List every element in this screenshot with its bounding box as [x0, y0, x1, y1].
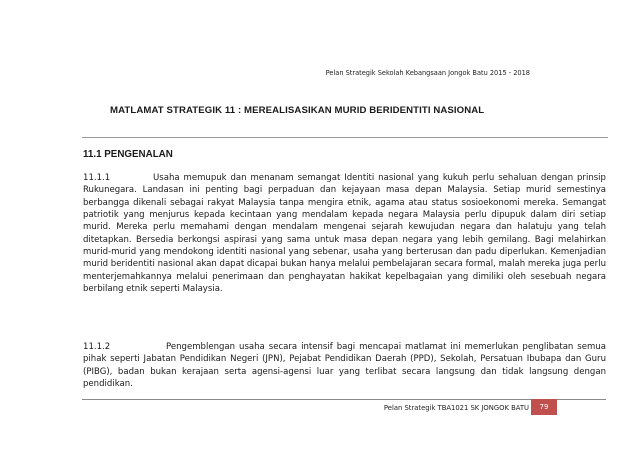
page-title: MATLAMAT STRATEGIK 11 : MEREALISASIKAN MURID BERIDENTITI NASIONAL [110, 105, 485, 116]
footer-divider [82, 399, 606, 400]
paragraph-11-1-2 [83, 341, 606, 390]
section-heading: 11.1 PENGENALAN [83, 149, 173, 160]
paragraph-11-1-1 [83, 172, 606, 295]
paragraph-text: Pengemblengan usaha secara intensif bagi mencapai matlamat ini memerlukan penglibatan semua pihak seperti Jabatan Pendidikan Negeri (JPN), Pejabat Pendidikan Daerah (PPD), Sekolah, Persatuan Ibubapa dan Guru (PIBG), badan bukan kerajaan serta agensi-agensi luar yang terlibat secara langsung dan tidak langsung dengan pendidikan. [83, 342, 606, 390]
footer-text: Pelan Strategik TBA1021 SK JONGOK BATU [383, 404, 529, 412]
paragraph-text: Usaha memupuk dan menanam semangat Identiti nasional yang kukuh perlu sehaluan dengan prinsip Rukunegara. Landasan ini penting bagi perpaduan dan kejayaan masa depan Malaysia. Setiap murid semestinya berbangga dikenali sebagai rakyat Malaysia tanpa mengira etnik, agama atau status sosioekonomi mereka. Semangat patriotik yang menjurus kepada kecintaan yang mendalam kepada negara Malaysia perlu dipupuk dalam diri setiap murid. Mereka perlu memahami dengan mendalam mengenai sejarah kewujudan negara dan halatuju yang telah ditetapkan. Bersedia berkongsi aspirasi yang sama untuk masa depan negara yang lebih gemilang. Bagi melahirkan murid-murid yang mendokong identiti nasional yang sebenar, usaha yang berterusan dan padu diperlukan. Kemenjadian murid beridentiti nasional akan dapat dicapai bukan hanya melalui pembelajaran secara formal, malah mereka juga perlu menterjemahkannya melalui penerimaan dan penghayatan hakikat kepelbagaian yang dimiliki oleh sesebuah negara berbilang etnik seperti Malaysia. [83, 173, 606, 295]
page-number-badge: 79 [531, 399, 557, 415]
title-divider [82, 137, 608, 138]
running-header: Pelan Strategik Sekolah Kebangsaan Jongok Batu 2015 - 2018 [325, 69, 530, 77]
paragraph-number: 11.1.1 [83, 173, 111, 183]
paragraph-number: 11.1.2 [83, 342, 111, 352]
